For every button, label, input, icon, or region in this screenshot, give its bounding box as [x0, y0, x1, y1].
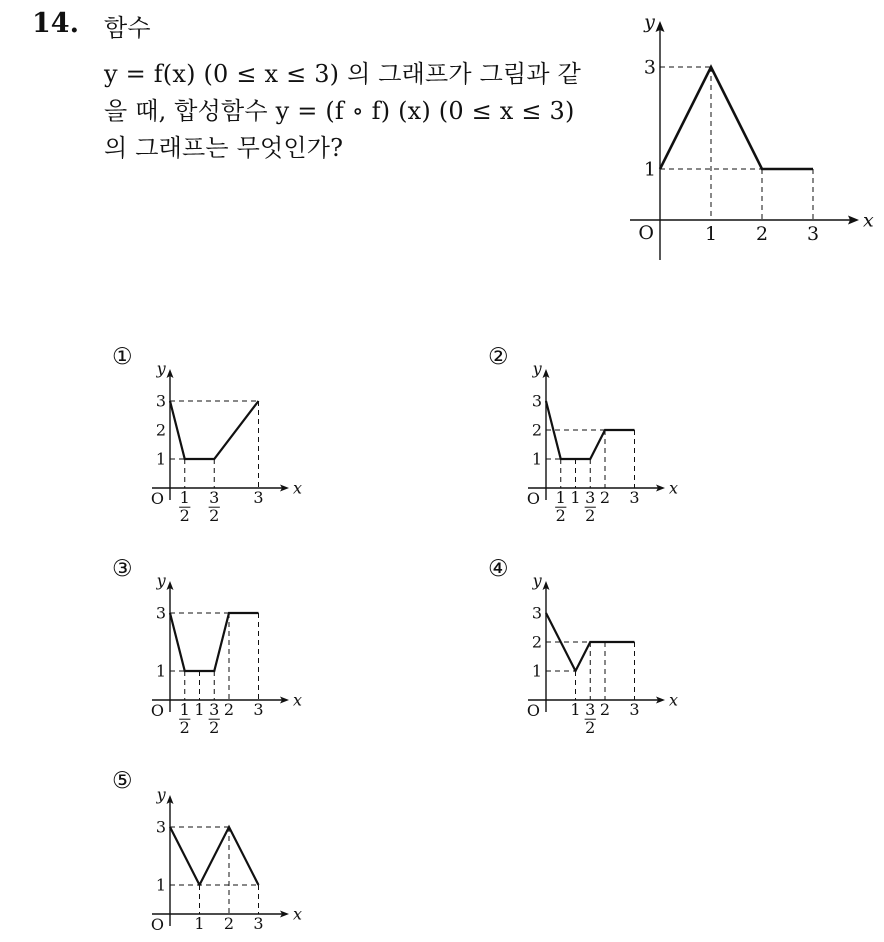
choice-3-y-tick: 3 — [155, 603, 166, 623]
choice-4-x-tick-den: 2 — [585, 717, 596, 737]
choice-3-y-tick: 1 — [155, 661, 166, 681]
choice-2-y-tick: 2 — [531, 420, 542, 440]
choice-5-x-tick: 3 — [253, 914, 264, 934]
choice-2-x-label: x — [669, 478, 679, 498]
choice-2-y-label: y — [532, 359, 542, 378]
choice-1-x-tick-num: 1 — [179, 488, 190, 508]
choice-4-y-tick: 1 — [531, 661, 542, 681]
choice-2-x-tick-num: 1 — [555, 488, 566, 508]
choice-4-x-tick: 1 — [570, 700, 581, 720]
choice-2-y-tick: 1 — [531, 449, 542, 469]
choice-3-y-label: y — [156, 571, 166, 590]
question-line-2: y = f(x) (0 ≤ x ≤ 3) 의 그래프가 그림과 같 — [104, 60, 582, 88]
choice-5-marker[interactable]: ⑤ — [112, 768, 133, 794]
choice-3-x-tick-den: 2 — [179, 717, 190, 737]
main-y-label: y — [644, 11, 655, 33]
choice-1-x-label: x — [293, 478, 303, 498]
choice-1-y-tick: 3 — [155, 391, 166, 411]
choice-3-x-tick-num: 3 — [209, 700, 220, 720]
choice-3-marker[interactable]: ③ — [112, 556, 133, 582]
choice-3-x-label: x — [293, 690, 303, 710]
choice-2-x-tick-den: 2 — [555, 505, 566, 525]
choice-5-x-tick: 2 — [223, 914, 235, 934]
choice-3-x-tick: 3 — [253, 700, 264, 720]
choice-1-y-tick: 1 — [155, 449, 166, 469]
choice-4-x-tick-num: 3 — [585, 700, 596, 720]
choice-3-x-tick: 2 — [223, 700, 235, 720]
choice-1-x-tick-den: 2 — [209, 505, 220, 525]
choice-4-x-label: x — [669, 690, 679, 710]
choice-5-y-tick: 1 — [155, 875, 166, 895]
choice-1-x-tick-num: 3 — [209, 488, 220, 508]
choice-2-x-tick: 3 — [629, 488, 640, 508]
choice-5-x-label: x — [293, 904, 303, 924]
choice-5-y-label: y — [156, 785, 166, 804]
question-line-1: 함수 — [104, 14, 151, 42]
choice-1-x-tick-den: 2 — [179, 505, 190, 525]
choice-2-marker[interactable]: ② — [488, 344, 509, 370]
choice-1-origin-label: O — [150, 489, 164, 508]
choice-4-marker[interactable]: ④ — [488, 556, 509, 582]
choice-2-x-tick-num: 3 — [585, 488, 596, 508]
choice-4-origin-label: O — [526, 701, 540, 720]
main-y-tick: 1 — [643, 158, 656, 181]
choice-5-curve — [170, 827, 259, 885]
choice-5-x-tick: 1 — [194, 914, 205, 934]
choice-1-marker[interactable]: ① — [112, 344, 133, 370]
question-line-4: 의 그래프는 무엇인가? — [104, 134, 344, 162]
choice-1-y-label: y — [156, 359, 166, 378]
choice-2-x-tick: 1 — [570, 488, 581, 508]
choice-1-y-tick: 2 — [155, 420, 166, 440]
choice-4-y-tick: 3 — [531, 603, 542, 623]
question-line-3: 을 때, 합성함수 y = (f ∘ f) (x) (0 ≤ x ≤ 3) — [104, 97, 575, 125]
choice-2-x-tick: 2 — [599, 488, 611, 508]
main-x-tick: 2 — [755, 222, 769, 245]
main-x-tick: 1 — [704, 222, 718, 245]
choice-4-x-tick: 3 — [629, 700, 640, 720]
question-number: 14. — [32, 8, 79, 39]
choice-3-origin-label: O — [150, 701, 164, 720]
choice-2-y-tick: 3 — [531, 391, 542, 411]
choice-1-x-tick: 3 — [253, 488, 264, 508]
choice-3-x-tick-den: 2 — [209, 717, 220, 737]
choice-3-x-tick-num: 1 — [179, 700, 190, 720]
main-x-label: x — [863, 209, 874, 232]
choice-2-origin-label: O — [526, 489, 540, 508]
choice-5-y-tick: 3 — [155, 817, 166, 837]
choice-2-x-tick-den: 2 — [585, 505, 596, 525]
main-origin-label: O — [638, 222, 654, 244]
main-y-tick: 3 — [643, 56, 656, 79]
choice-4-x-tick: 2 — [599, 700, 611, 720]
choice-4-y-tick: 2 — [531, 632, 542, 652]
choice-4-y-label: y — [532, 571, 542, 590]
choice-3-x-tick: 1 — [194, 700, 205, 720]
main-x-tick: 3 — [806, 222, 820, 245]
choice-5-origin-label: O — [150, 915, 164, 934]
